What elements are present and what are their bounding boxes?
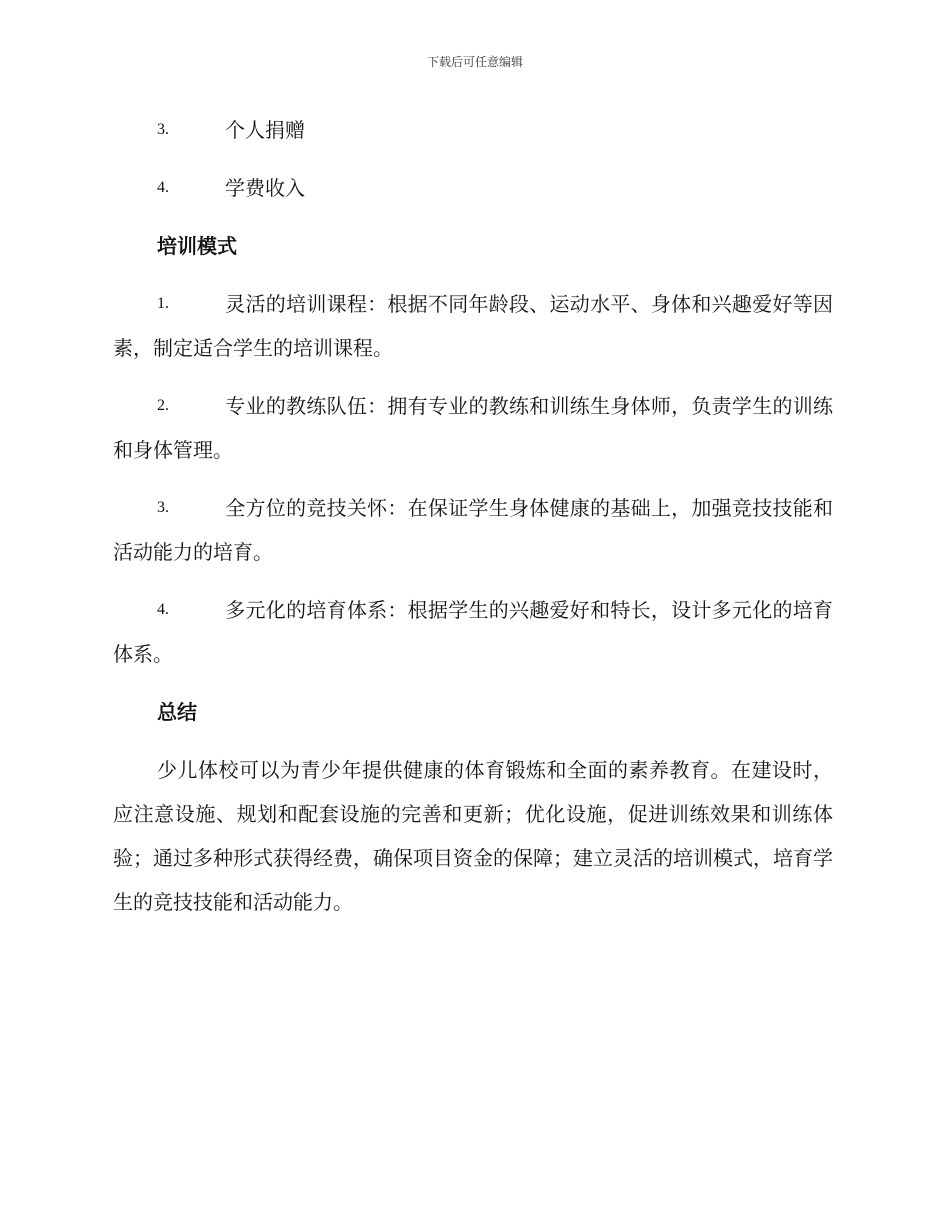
list-number: 3. xyxy=(157,121,169,138)
list-item xyxy=(113,384,833,472)
list-text: 专业的教练队伍：拥有专业的教练和训练生身体师，负责学生的训练和身体管理。 xyxy=(113,394,833,462)
list-number: 4. xyxy=(157,179,169,196)
list-number: 1. xyxy=(157,295,169,312)
section-heading-training: 培训模式 xyxy=(157,234,237,258)
list-item xyxy=(113,166,833,210)
list-number: 2. xyxy=(157,397,169,414)
document-body xyxy=(113,108,833,924)
summary-paragraph: 少儿体校可以为青少年提供健康的体育锻炼和全面的素养教育。在建设时，应注意设施、规划和配套设施的完善和更新；优化设施，促进训练效果和训练体验；通过多种形式获得经费，确保项目资金的保障；建立灵活的培训模式，培育学生的竞技技能和活动能力。 xyxy=(113,758,833,914)
list-number: 3. xyxy=(157,499,169,516)
list-text: 全方位的竞技关怀：在保证学生身体健康的基础上，加强竞技技能和活动能力的培育。 xyxy=(113,496,833,564)
page-header: 下载后可任意编辑 xyxy=(426,55,523,69)
list-text: 多元化的培育体系：根据学生的兴趣爱好和特长，设计多元化的培育体系。 xyxy=(113,598,833,666)
list-number: 4. xyxy=(157,601,169,618)
list-text: 个人捐赠 xyxy=(225,118,305,142)
list-item xyxy=(113,588,833,676)
list-text: 灵活的培训课程：根据不同年龄段、运动水平、身体和兴趣爱好等因素，制定适合学生的培训课程。 xyxy=(113,292,833,360)
section-heading-summary: 总结 xyxy=(157,700,197,724)
list-item xyxy=(113,282,833,370)
list-item xyxy=(113,108,833,152)
list-text: 学费收入 xyxy=(225,176,305,200)
list-item xyxy=(113,486,833,574)
